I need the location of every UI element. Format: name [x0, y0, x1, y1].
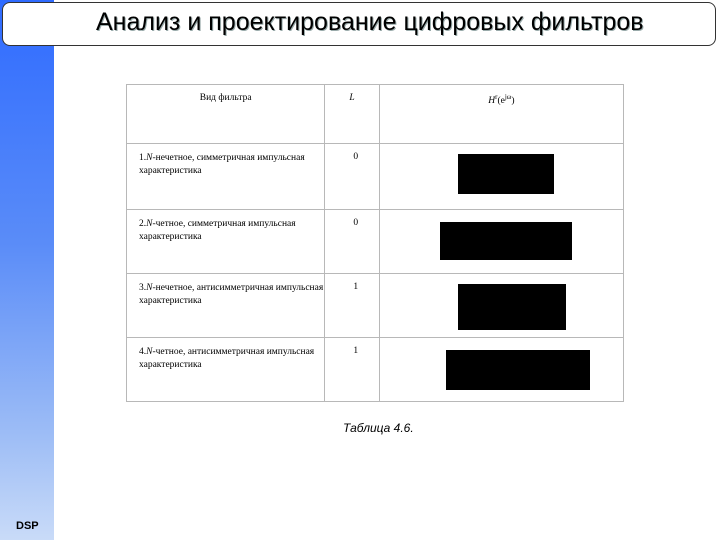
row-description: 4.N-четное, антисимметричная импульсная характеристика	[127, 338, 325, 402]
row-l-value: 1	[325, 274, 379, 338]
table-row	[127, 210, 624, 274]
row-l-value: 0	[325, 144, 379, 210]
table-row	[127, 338, 624, 402]
row-l-value: 1	[325, 338, 379, 402]
table-row	[127, 144, 624, 210]
formula-image	[458, 154, 554, 194]
header-l: L	[325, 85, 379, 144]
header-filter-type: Вид фильтра	[127, 85, 325, 144]
row-formula-cell	[379, 274, 623, 338]
row-l-value: 0	[325, 210, 379, 274]
row-formula-cell	[379, 144, 623, 210]
row-formula-cell	[379, 338, 623, 402]
table-header-row	[127, 85, 624, 144]
row-formula-cell	[379, 210, 623, 274]
filter-types-table	[126, 84, 624, 402]
dsp-label: DSP	[16, 520, 39, 532]
formula-image	[458, 284, 566, 330]
header-hr: $H^r(e^{j\omega})$	[379, 85, 623, 144]
formula-image	[440, 222, 572, 260]
row-description: 1.N-нечетное, симметричная импульсная характеристика	[127, 144, 325, 210]
row-description: 2.N-четное, симметричная импульсная характеристика	[127, 210, 325, 274]
left-sidebar-bar	[0, 0, 54, 540]
slide-title: Анализ и проектирование цифровых фильтров	[96, 8, 644, 36]
formula-image	[446, 350, 590, 390]
table-row	[127, 274, 624, 338]
table-caption: Таблица 4.6.	[343, 421, 414, 435]
row-description: 3.N-нечетное, антисимметричная импульсная характеристика	[127, 274, 325, 338]
